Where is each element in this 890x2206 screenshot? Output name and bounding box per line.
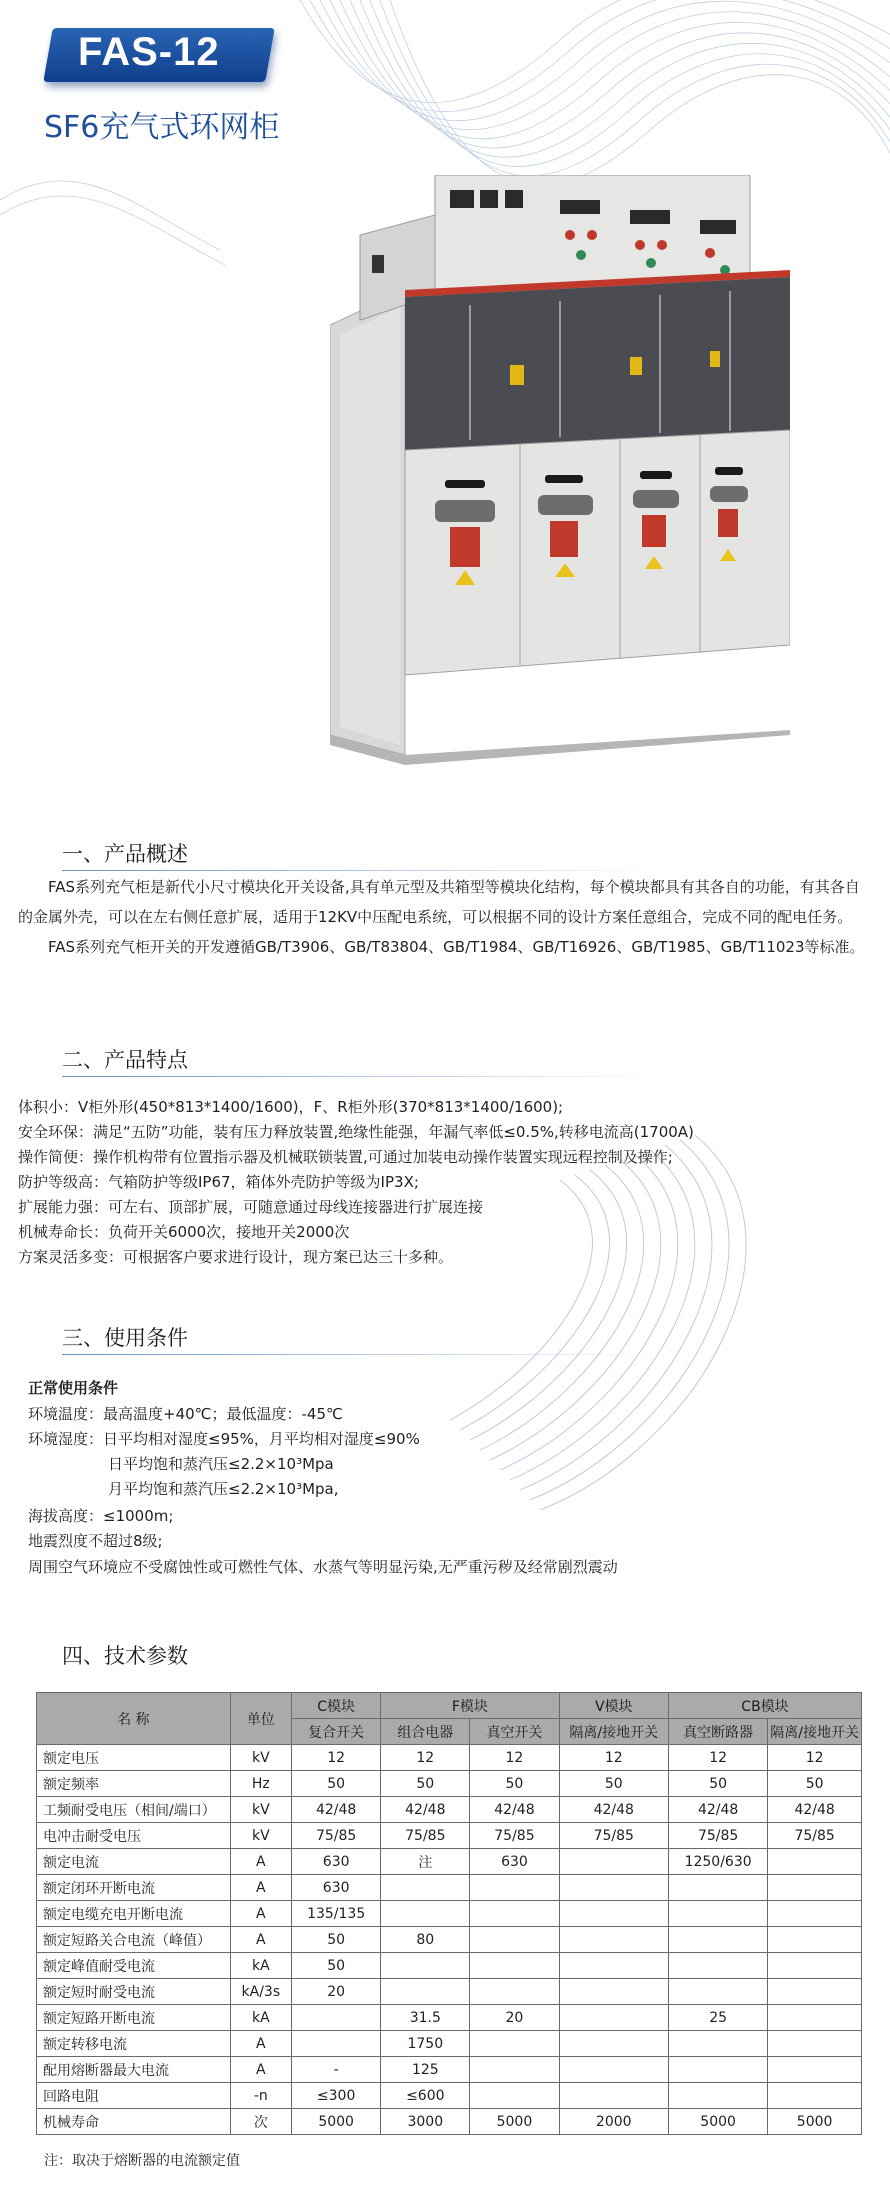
param-value-cell: 50 [559, 1771, 669, 1797]
param-name-cell: 回路电阻 [37, 2083, 231, 2109]
param-value-cell: 2000 [559, 2109, 669, 2135]
param-value-cell: 135/135 [292, 1901, 381, 1927]
param-value-cell: 25 [669, 2005, 768, 2031]
param-value-cell: 5000 [292, 2109, 381, 2135]
header-sub: 真空开关 [470, 1719, 559, 1745]
param-unit-cell: kA [230, 2005, 291, 2031]
param-value-cell: 50 [292, 1953, 381, 1979]
param-value-cell: 75/85 [381, 1823, 470, 1849]
param-unit-cell: A [230, 2057, 291, 2083]
table-row [37, 2005, 862, 2031]
header-group: V模块 [559, 1693, 669, 1719]
header-group: CB模块 [669, 1693, 862, 1719]
param-value-cell [470, 1875, 559, 1901]
table-row [37, 1797, 862, 1823]
section-title-overview: 一、产品概述 [62, 842, 188, 866]
param-value-cell [470, 2057, 559, 2083]
param-value-cell: 75/85 [669, 1823, 768, 1849]
param-value-cell: 75/85 [559, 1823, 669, 1849]
condition-air: 周围空气环境应不受腐蚀性或可燃性气体、水蒸气等明显污染,无严重污秽及经常剧烈震动 [28, 1558, 618, 1576]
param-unit-cell: kV [230, 1823, 291, 1849]
param-unit-cell: A [230, 2031, 291, 2057]
param-value-cell: 630 [470, 1849, 559, 1875]
param-unit-cell: A [230, 1927, 291, 1953]
param-value-cell: 12 [559, 1745, 669, 1771]
param-value-cell [559, 1953, 669, 1979]
param-value-cell [768, 1849, 862, 1875]
param-value-cell: 5000 [669, 2109, 768, 2135]
param-value-cell: 20 [292, 1979, 381, 2005]
param-name-cell: 额定短路开断电流 [37, 2005, 231, 2031]
param-unit-cell: kA/3s [230, 1979, 291, 2005]
param-value-cell [669, 1875, 768, 1901]
param-name-cell: 电冲击耐受电压 [37, 1823, 231, 1849]
param-value-cell: 42/48 [559, 1797, 669, 1823]
param-value-cell: 12 [669, 1745, 768, 1771]
param-name-cell: 额定峰值耐受电流 [37, 1953, 231, 1979]
param-value-cell: ≤600 [381, 2083, 470, 2109]
param-value-cell: 1750 [381, 2031, 470, 2057]
table-footnote: 注：取决于熔断器的电流额定值 [44, 2153, 240, 2169]
param-unit-cell: Hz [230, 1771, 291, 1797]
param-value-cell: 75/85 [292, 1823, 381, 1849]
param-value-cell [669, 1901, 768, 1927]
section-divider [62, 1076, 662, 1077]
ring-main-unit-cabinet-illustration [330, 175, 790, 765]
table-row [37, 1979, 862, 2005]
overview-paragraph-1: FAS系列充气柜是新代小尺寸模块化开关设备,具有单元型及共箱型等模块化结构，每个模块都具有其各自的功能，有其各自的金属外壳，可以在左右侧任意扩展，适用于12KV中压配电系统，可以根据不同的设计方案任意组合，完成不同的配电任务。 [18, 878, 860, 926]
param-value-cell [768, 1953, 862, 1979]
header-sub: 真空断路器 [669, 1719, 768, 1745]
param-value-cell: 75/85 [768, 1823, 862, 1849]
param-value-cell [768, 1927, 862, 1953]
param-value-cell: 5000 [768, 2109, 862, 2135]
param-unit-cell: kA [230, 1953, 291, 1979]
header-name: 名 称 [37, 1693, 231, 1745]
param-value-cell [669, 1927, 768, 1953]
param-value-cell [559, 2031, 669, 2057]
param-value-cell [559, 2083, 669, 2109]
param-value-cell: 50 [768, 1771, 862, 1797]
param-value-cell [669, 1953, 768, 1979]
table-row [37, 2109, 862, 2135]
param-value-cell: 50 [381, 1771, 470, 1797]
param-name-cell: 额定电压 [37, 1745, 231, 1771]
param-value-cell [768, 2083, 862, 2109]
param-value-cell [768, 2005, 862, 2031]
param-name-cell: 额定电流 [37, 1849, 231, 1875]
section-divider [62, 870, 662, 871]
param-value-cell [381, 1953, 470, 1979]
param-value-cell [470, 1953, 559, 1979]
param-value-cell: 5000 [470, 2109, 559, 2135]
param-value-cell: - [292, 2057, 381, 2083]
param-value-cell: 20 [470, 2005, 559, 2031]
param-value-cell: 50 [292, 1927, 381, 1953]
param-value-cell [669, 1979, 768, 2005]
param-unit-cell: -n [230, 2083, 291, 2109]
condition-humidity: 环境湿度：日平均相对湿度≤95%，月平均相对湿度≤90% [28, 1430, 420, 1448]
param-value-cell: 12 [470, 1745, 559, 1771]
technical-parameters-table [36, 1692, 862, 2135]
param-value-cell: 50 [292, 1771, 381, 1797]
param-value-cell [470, 2031, 559, 2057]
table-row [37, 1953, 862, 1979]
param-unit-cell: A [230, 1875, 291, 1901]
param-value-cell: 12 [768, 1745, 862, 1771]
param-value-cell: 80 [381, 1927, 470, 1953]
table-row [37, 1745, 862, 1771]
param-unit-cell: kV [230, 1797, 291, 1823]
feature-line: 体积小：V柜外形(450*813*1400/1600)，F、R柜外形(370*813*1400/1600); [18, 1098, 564, 1116]
param-value-cell [559, 2005, 669, 2031]
param-value-cell [381, 1901, 470, 1927]
param-name-cell: 配用熔断器最大电流 [37, 2057, 231, 2083]
param-value-cell: 630 [292, 1849, 381, 1875]
table-row [37, 1901, 862, 1927]
section-title-technical-params: 四、技术参数 [62, 1644, 188, 1668]
header-group: C模块 [292, 1693, 381, 1719]
param-value-cell [292, 2005, 381, 2031]
overview-paragraph-2: FAS系列充气柜开关的开发遵循GB/T3906、GB/T83804、GB/T1984、GB/T16926、GB/T1985、GB/T11023等标准。 [48, 938, 865, 956]
feature-line: 安全环保：满足“五防”功能，装有压力释放装置,绝缘性能强，年漏气率低≤0.5%,转移电流高(1700A) [18, 1123, 694, 1141]
param-value-cell [559, 1849, 669, 1875]
param-value-cell: 42/48 [381, 1797, 470, 1823]
param-name-cell: 额定短时耐受电流 [37, 1979, 231, 2005]
param-value-cell [768, 1979, 862, 2005]
header-sub: 复合开关 [292, 1719, 381, 1745]
feature-line: 操作简便：操作机构带有位置指示器及机械联锁装置,可通过加装电动操作装置实现远程控制及操作; [18, 1148, 673, 1166]
param-value-cell [381, 1875, 470, 1901]
param-unit-cell: A [230, 1849, 291, 1875]
param-value-cell [768, 2057, 862, 2083]
param-value-cell: 1250/630 [669, 1849, 768, 1875]
param-value-cell: 42/48 [669, 1797, 768, 1823]
param-value-cell [470, 1979, 559, 2005]
header-sub: 组合电器 [381, 1719, 470, 1745]
table-row [37, 1875, 862, 1901]
table-row [37, 1927, 862, 1953]
param-value-cell: 42/48 [768, 1797, 862, 1823]
section-title-conditions: 三、使用条件 [62, 1326, 188, 1350]
param-value-cell: ≤300 [292, 2083, 381, 2109]
param-value-cell [470, 1927, 559, 1953]
feature-line: 防护等级高：气箱防护等级IP67，箱体外壳防护等级为IP3X; [18, 1173, 419, 1191]
param-value-cell: 注 [381, 1849, 470, 1875]
condition-humidity-daily: 日平均饱和蒸汽压≤2.2×10³Mpa [108, 1455, 334, 1473]
param-value-cell: 12 [292, 1745, 381, 1771]
param-value-cell [669, 2083, 768, 2109]
param-value-cell: 42/48 [292, 1797, 381, 1823]
param-unit-cell: kV [230, 1745, 291, 1771]
condition-humidity-monthly: 月平均饱和蒸汽压≤2.2×10³Mpa, [108, 1480, 339, 1498]
table-row [37, 2057, 862, 2083]
param-value-cell: 50 [669, 1771, 768, 1797]
feature-line: 扩展能力强：可左右、顶部扩展，可随意通过母线连接器进行扩展连接 [18, 1198, 484, 1216]
param-name-cell: 机械寿命 [37, 2109, 231, 2135]
param-value-cell [768, 1901, 862, 1927]
header-sub: 隔离/接地开关 [559, 1719, 669, 1745]
param-value-cell [669, 2057, 768, 2083]
param-value-cell [292, 2031, 381, 2057]
param-value-cell: 125 [381, 2057, 470, 2083]
table-row [37, 1771, 862, 1797]
section-divider [62, 1354, 662, 1355]
param-name-cell: 工频耐受电压（相间/端口） [37, 1797, 231, 1823]
param-name-cell: 额定短路关合电流（峰值） [37, 1927, 231, 1953]
param-value-cell: 42/48 [470, 1797, 559, 1823]
table-row [37, 1823, 862, 1849]
param-value-cell: 630 [292, 1875, 381, 1901]
table-row [37, 2083, 862, 2109]
feature-line: 方案灵活多变：可根据客户要求进行设计，现方案已达三十多种。 [18, 1248, 454, 1266]
conditions-subheading: 正常使用条件 [28, 1379, 119, 1397]
condition-altitude: 海拔高度：≤1000m; [28, 1507, 174, 1525]
param-value-cell: 50 [470, 1771, 559, 1797]
param-value-cell [559, 1927, 669, 1953]
param-value-cell [669, 2031, 768, 2057]
param-value-cell [470, 1901, 559, 1927]
param-value-cell: 3000 [381, 2109, 470, 2135]
param-value-cell [381, 1979, 470, 2005]
section-title-features: 二、产品特点 [62, 1048, 188, 1072]
condition-temperature: 环境温度：最高温度+40℃；最低温度：-45℃ [28, 1405, 343, 1423]
param-value-cell [559, 1875, 669, 1901]
param-value-cell: 12 [381, 1745, 470, 1771]
header-group: F模块 [381, 1693, 559, 1719]
param-value-cell: 75/85 [470, 1823, 559, 1849]
param-value-cell [768, 2031, 862, 2057]
header-unit: 单位 [230, 1693, 291, 1745]
param-unit-cell: 次 [230, 2109, 291, 2135]
param-value-cell [768, 1875, 862, 1901]
param-value-cell [559, 2057, 669, 2083]
table-header-row [37, 1693, 862, 1719]
table-row [37, 1849, 862, 1875]
table-row [37, 2031, 862, 2057]
param-unit-cell: A [230, 1901, 291, 1927]
param-name-cell: 额定转移电流 [37, 2031, 231, 2057]
condition-earthquake: 地震烈度不超过8级; [28, 1532, 163, 1550]
param-value-cell: 31.5 [381, 2005, 470, 2031]
param-value-cell [559, 1901, 669, 1927]
param-value-cell [470, 2083, 559, 2109]
param-value-cell [559, 1979, 669, 2005]
feature-line: 机械寿命长：负荷开关6000次，接地开关2000次 [18, 1223, 350, 1241]
header-sub: 隔离/接地开关 [768, 1719, 862, 1745]
param-name-cell: 额定电缆充电开断电流 [37, 1901, 231, 1927]
model-title: FAS-12 [78, 30, 220, 74]
product-subtitle: SF6充气式环网柜 [44, 110, 280, 145]
param-name-cell: 额定频率 [37, 1771, 231, 1797]
param-name-cell: 额定闭环开断电流 [37, 1875, 231, 1901]
